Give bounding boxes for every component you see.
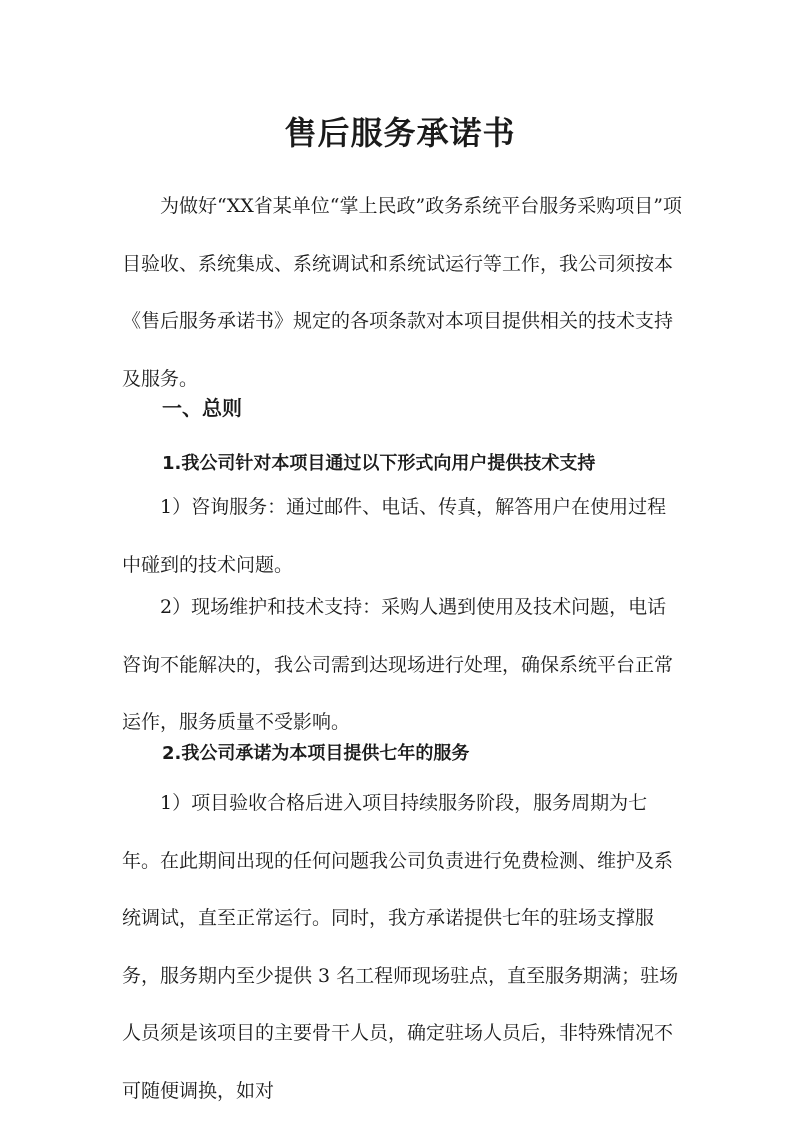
consulting-service-text: 1）咨询服务：通过邮件、电话、传真，解答用户在使用过程中碰到的技术问题。: [122, 496, 667, 576]
onsite-support-text: 2）现场维护和技术支持：采购人遇到使用及技术问题，电话咨询不能解决的，我公司需到达现场进行处理，确保系统平台正常运作，服务质量不受影响。: [122, 596, 674, 733]
intro-paragraph: [122, 178, 682, 408]
paragraph-service-period: [122, 775, 682, 1120]
paragraph-onsite-support: [122, 579, 682, 752]
section-heading-general: 一、总则: [162, 396, 242, 420]
paragraph-consulting-service: [122, 479, 682, 594]
intro-text: 为做好“XX省某单位“掌上民政”政务系统平台服务采购项目”项目验收、系统集成、系统调试和系统试运行等工作，我公司须按本《售后服务承诺书》规定的各项条款对本项目提供相关的技术支持及服务。: [122, 195, 682, 390]
subsection-heading-tech-support: 1.我公司针对本项目通过以下形式向用户提供技术支持: [162, 453, 596, 474]
subsection-heading-seven-year-service: 2.我公司承诺为本项目提供七年的服务: [162, 743, 470, 764]
document-title: 售后服务承诺书: [284, 114, 516, 152]
service-period-text: 1）项目验收合格后进入项目持续服务阶段，服务周期为七年。在此期间出现的任何问题我公司负责进行免费检测、维护及系统调试，直至正常运行。同时，我方承诺提供七年的驻场支撑服务，服务期内至少提供 3 名工程师现场驻点，直至服务期满；驻场人员须是该项目的主要骨干人员，确定驻场人员后，非特殊情况不可随便调换，如对: [122, 792, 679, 1102]
